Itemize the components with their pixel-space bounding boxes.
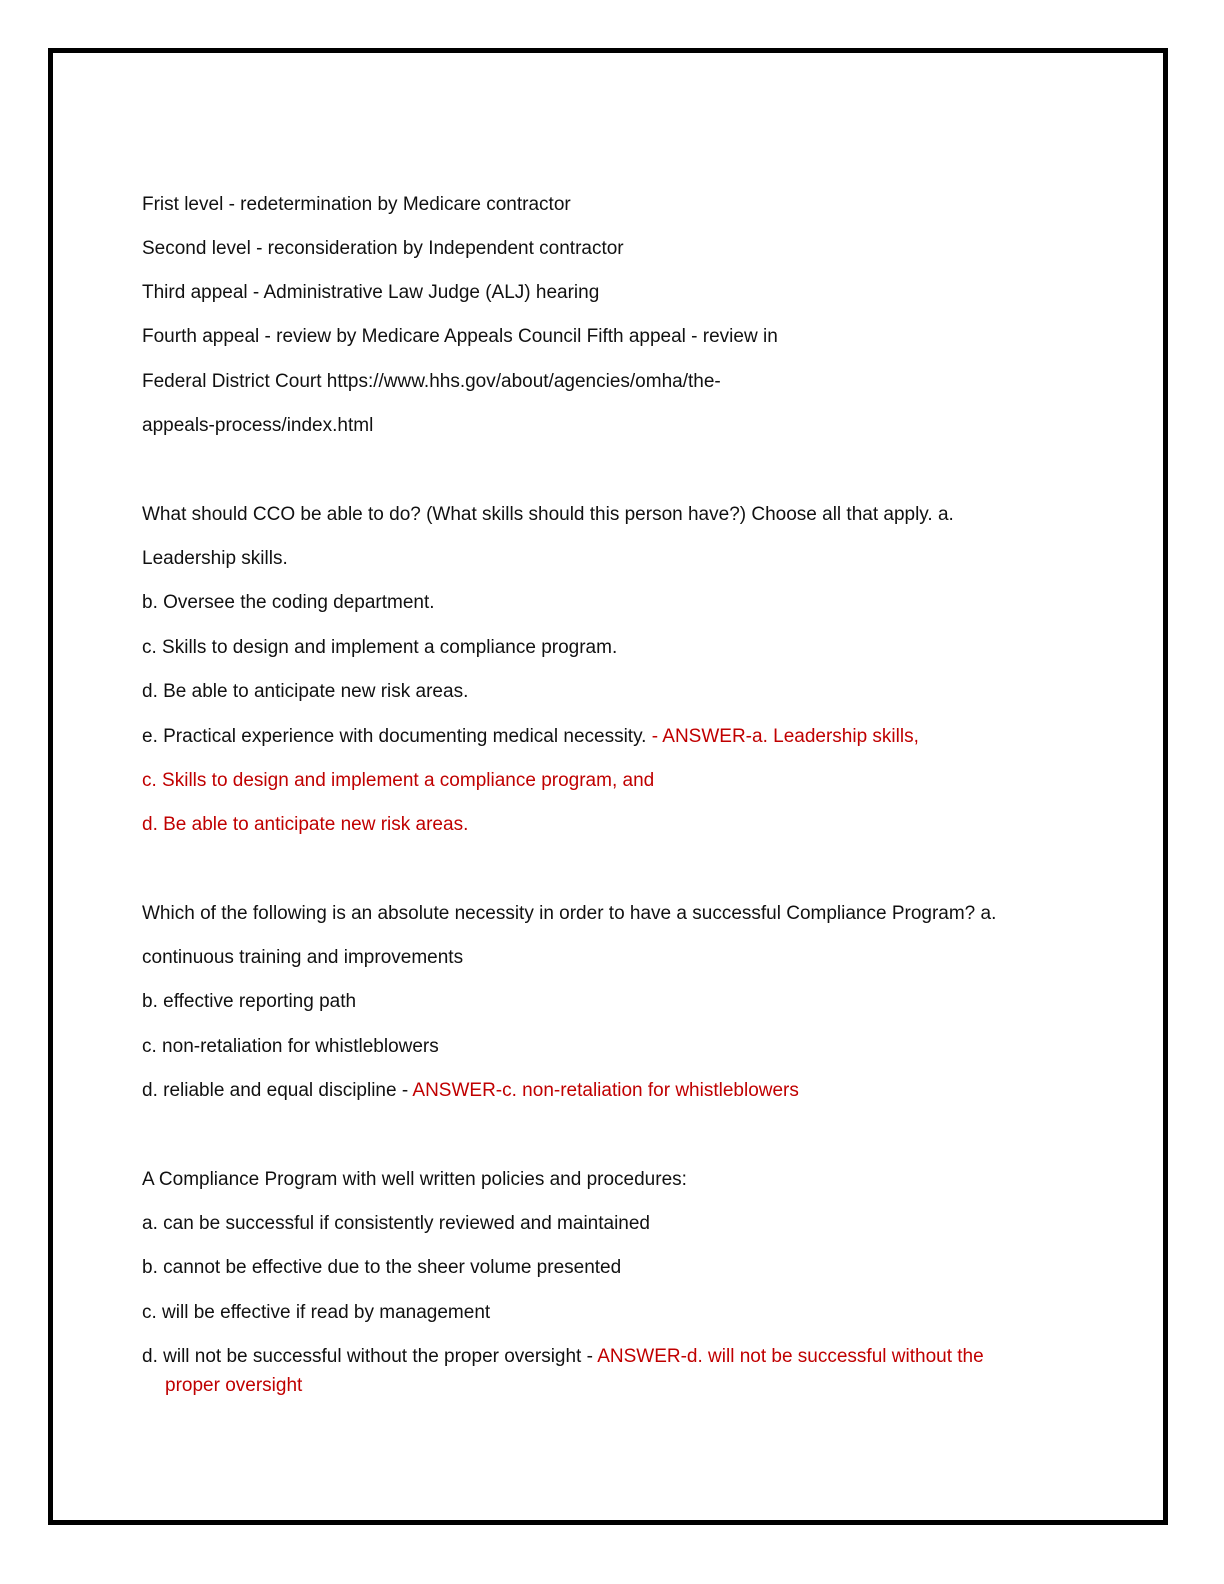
appeals-line-5: Federal District Court https://www.hhs.gov/about/agencies/omha/the-	[142, 371, 721, 392]
q1-option-c: c. Skills to design and implement a compliance program.	[142, 637, 618, 658]
appeals-line-6: appeals-process/index.html	[142, 415, 374, 436]
q2-option-d: d. reliable and equal discipline -	[142, 1080, 413, 1101]
appeals-line-3: Third appeal - Administrative Law Judge (ALJ) hearing	[142, 282, 600, 303]
q1-option-e: e. Practical experience with documenting medical necessity.	[142, 726, 647, 747]
appeals-line-4: Fourth appeal - review by Medicare Appeals Council Fifth appeal - review in	[142, 326, 778, 347]
q1-option-a: Leadership skills.	[142, 548, 288, 569]
q3-option-d-line	[142, 1346, 984, 1368]
q1-question: What should CCO be able to do? (What skills should this person have?) Choose all that apply. a.	[142, 504, 954, 525]
q2-answer: ANSWER-c. non-retaliation for whistleblowers	[412, 1080, 799, 1101]
q3-option-d: d. will not be successful without the proper oversight -	[142, 1346, 598, 1367]
q2-option-c: c. non-retaliation for whistleblowers	[142, 1036, 439, 1057]
q1-answer-2: c. Skills to design and implement a compliance program, and	[142, 770, 655, 791]
q1-option-d: d. Be able to anticipate new risk areas.	[142, 681, 469, 702]
q1-answer-1: - ANSWER-a. Leadership skills,	[646, 726, 919, 747]
q2-option-d-line	[142, 1080, 799, 1102]
q3-answer-2: proper oversight	[165, 1375, 303, 1396]
q1-option-e-line	[142, 726, 919, 748]
q3-question: A Compliance Program with well written policies and procedures:	[142, 1169, 687, 1190]
appeals-line-1: Frist level - redetermination by Medicare contractor	[142, 194, 571, 215]
q2-option-a: continuous training and improvements	[142, 947, 464, 968]
q1-option-b: b. Oversee the coding department.	[142, 592, 435, 613]
q1-answer-3: d. Be able to anticipate new risk areas.	[142, 814, 469, 835]
appeals-line-2: Second level - reconsideration by Independent contractor	[142, 238, 624, 259]
q3-option-b: b. cannot be effective due to the sheer volume presented	[142, 1257, 622, 1278]
q2-option-b: b. effective reporting path	[142, 991, 357, 1012]
q3-answer-1: ANSWER-d. will not be successful without the	[597, 1346, 984, 1367]
q2-question: Which of the following is an absolute necessity in order to have a successful Compliance Program? a.	[142, 903, 997, 924]
q3-option-c: c. will be effective if read by management	[142, 1302, 491, 1323]
q3-option-a: a. can be successful if consistently reviewed and maintained	[142, 1213, 650, 1234]
